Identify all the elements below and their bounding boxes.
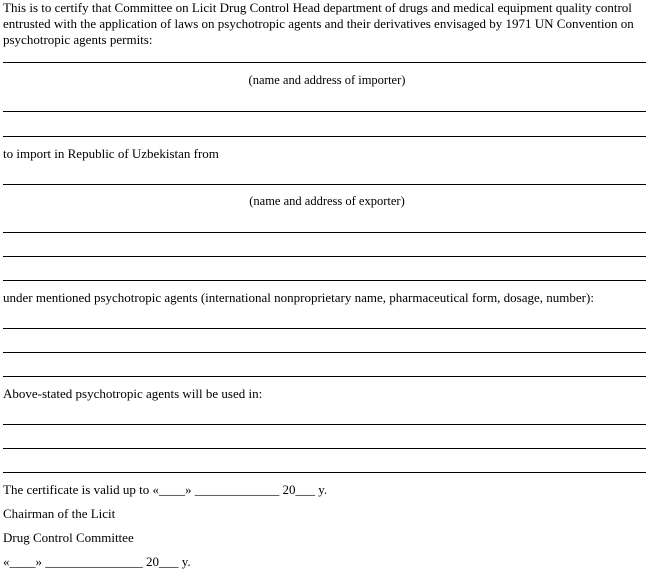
blank-line [3,424,646,425]
import-clause: to import in Republic of Uzbekistan from [3,146,219,161]
importer-caption: (name and address of importer) [248,73,406,87]
signatory-title-line1: Chairman of the Licit [3,506,116,521]
validity-line: The certificate is valid up to «____» _____________ 20___ y. [3,482,328,497]
signature-date-line: «____» _______________ 20___ y. [3,554,191,569]
blank-line [3,376,646,377]
blank-line [3,448,646,449]
intro-paragraph: This is to certify that Committee on Licit Drug Control Head department of drugs and medical equipment quality control entrusted with the application of laws on psychotropic agents and their derivatives envisaged by 1971 UN Convention on psychotropic agents permits: [3,0,634,47]
blank-line [3,280,646,281]
blank-line [3,184,646,185]
blank-line [3,328,646,329]
blank-line [3,256,646,257]
blank-line [3,136,646,137]
blank-line [3,111,646,112]
exporter-caption: (name and address of exporter) [249,194,405,208]
blank-line [3,232,646,233]
blank-line [3,62,646,63]
usage-label: Above-stated psychotropic agents will be used in: [3,386,263,401]
agents-label: under mentioned psychotropic agents (international nonproprietary name, pharmaceutical form, dosage, number): [3,290,594,305]
blank-line [3,352,646,353]
blank-line [3,472,646,473]
signatory-title-line2: Drug Control Committee [3,530,134,545]
